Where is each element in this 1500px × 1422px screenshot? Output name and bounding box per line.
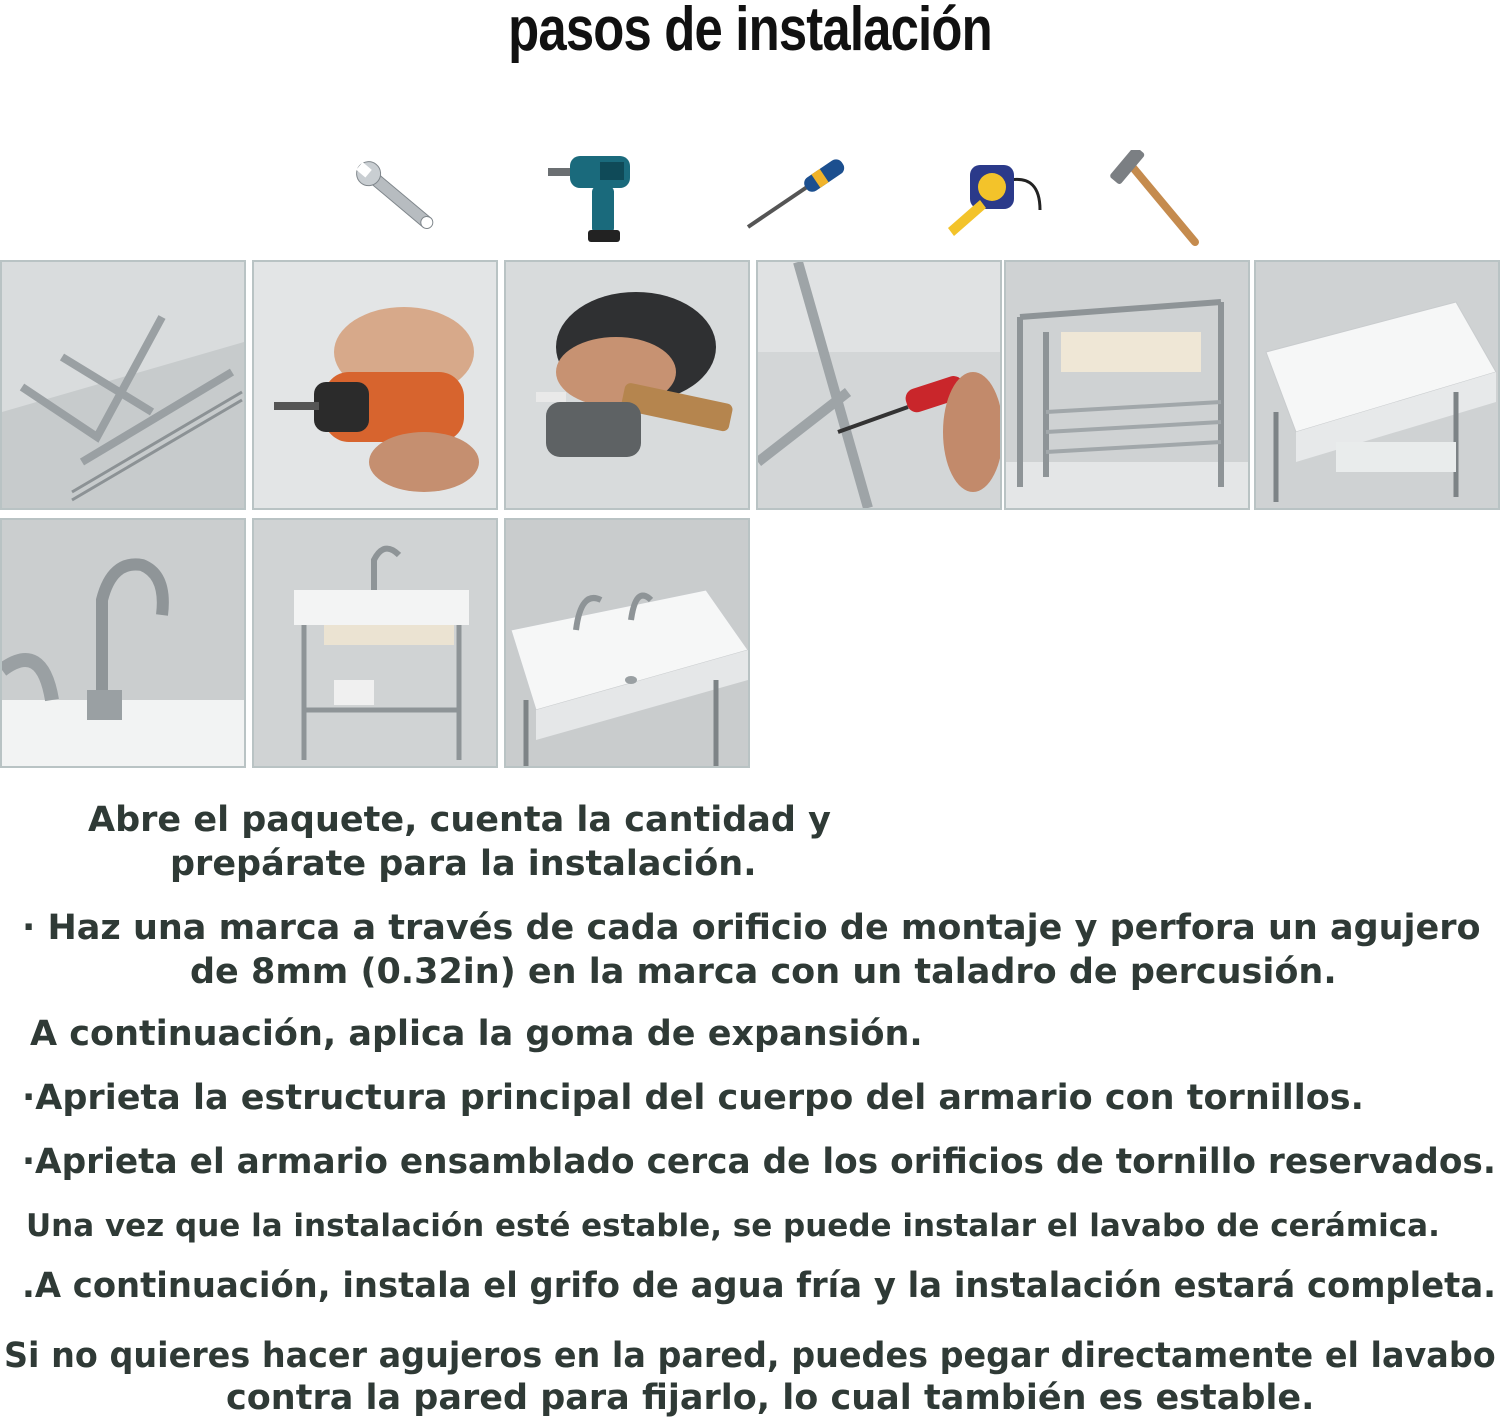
drilling-wall-photo	[252, 260, 498, 510]
frame-parts-photo	[0, 260, 246, 510]
impact-drill-icon	[540, 148, 640, 248]
screwing-frame-photo	[756, 260, 1002, 510]
step-line: prepárate para la instalación.	[170, 844, 757, 884]
step-line: · Haz una marca a través de cada orificio de montaje y perfora un agujero	[22, 908, 1481, 948]
faucet-photo	[0, 518, 246, 768]
step-line: de 8mm (0.32in) en la marca con un taladro de percusión.	[190, 952, 1337, 992]
note-line: Si no quieres hacer agujeros en la pared, puedes pegar directamente el lavabo	[4, 1336, 1496, 1376]
step-line: Una vez que la instalación esté estable, se puede instalar el lavabo de cerámica.	[26, 1208, 1440, 1244]
screwdriver-icon	[740, 155, 850, 235]
step-line: Abre el paquete, cuenta la cantidad y	[88, 800, 831, 840]
tape-measure-icon	[940, 150, 1050, 240]
page-title: pasos de instalación	[508, 0, 992, 64]
complete-sink-photo	[504, 518, 750, 768]
hammering-anchor-photo	[504, 260, 750, 510]
installed-sink-photo	[252, 518, 498, 768]
step-line: ·Aprieta el armario ensamblado cerca de los orificios de tornillo reservados.	[22, 1142, 1496, 1182]
hammer-icon	[1100, 150, 1210, 250]
wrench-icon	[345, 150, 455, 250]
step-line: ·Aprieta la estructura principal del cuerpo del armario con tornillos.	[22, 1078, 1364, 1118]
step-line: A continuación, aplica la goma de expansión.	[30, 1014, 923, 1054]
note-line: contra la pared para fijarlo, lo cual también es estable.	[226, 1378, 1315, 1418]
step-line: .A continuación, instala el grifo de agua fría y la instalación estará completa.	[22, 1266, 1496, 1306]
assembled-frame-photo	[1004, 260, 1250, 510]
ceramic-basin-photo	[1254, 260, 1500, 510]
